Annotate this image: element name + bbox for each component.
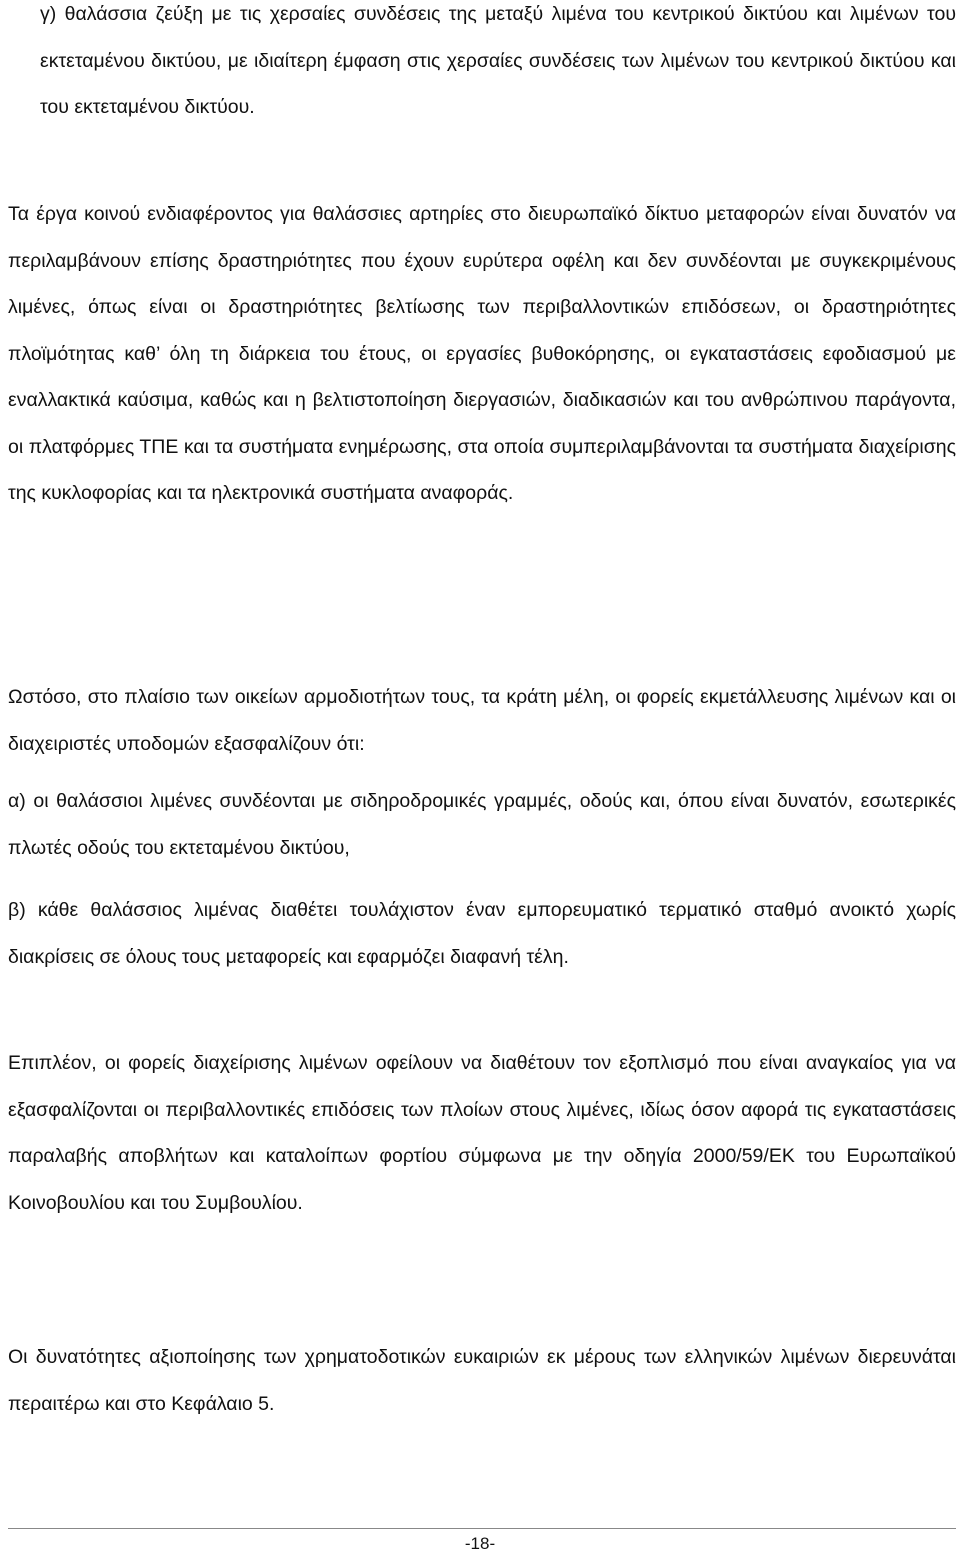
paragraph-port-management-equipment: Επιπλέον, οι φορείς διαχείρισης λιμένων οφείλουν να διαθέτουν τον εξοπλισμό που είναι αναγκαίος για να εξασφαλίζονται οι περιβαλλοντικές επιδόσεις των πλοίων στους λιμένες, ιδίως όσον αφορά τις εγκαταστάσεις παραλαβής αποβλήτων και καταλοίπων φορτίου σύμφωνα με την οδηγία 2000/59/ΕΚ του Ευρωπαϊκού Κοινοβουλίου και του Συμβουλίου. bbox=[8, 1052, 956, 1214]
page-number: -18- bbox=[464, 1534, 496, 1553]
paragraph-item-a-rail-road-connections: α) οι θαλάσσιοι λιμένες συνδέονται με σιδηροδρομικές γραμμές, οδούς και, όπου είναι δυνατόν, εσωτερικές πλωτές οδούς του εκτεταμένου δικτύου, bbox=[8, 790, 956, 859]
paragraph-member-states-ensure: Ωστόσο, στο πλαίσιο των οικείων αρμοδιοτήτων τους, τα κράτη μέλη, οι φορείς εκμετάλλευσης λιμένων και οι διαχειριστές υποδομών εξασφαλίζουν ότι: bbox=[8, 686, 956, 755]
paragraph-financing-opportunities: Οι δυνατότητες αξιοποίησης των χρηματοδοτικών ευκαιριών εκ μέρους των ελληνικών λιμένων διερευνάται περαιτέρω και στο Κεφάλαιο 5. bbox=[8, 1346, 956, 1415]
paragraph-item-b-freight-terminal: β) κάθε θαλάσσιος λιμένας διαθέτει τουλάχιστον έναν εμπορευματικό τερματικό σταθμό ανοικτό χωρίς διακρίσεις σε όλους τους μεταφορείς και εφαρμόζει διαφανή τέλη. bbox=[8, 899, 956, 968]
paragraph-land-connections: γ) θαλάσσια ζεύξη με τις χερσαίες συνδέσεις της μεταξύ λιμένα του κεντρικού δικτύου και λιμένων του εκτεταμένου δικτύου, με ιδιαίτερη έμφαση στις χερσαίες συνδέσεις των λιμένων του κεντρικού δικτύου και του εκτεταμένου δικτύου. bbox=[40, 3, 956, 118]
paragraph-common-interest-projects: Τα έργα κοινού ενδιαφέροντος για θαλάσσιες αρτηρίες στο διευρωπαϊκό δίκτυο μεταφορών είναι δυνατόν να περιλαμβάνουν επίσης δραστηριότητες που έχουν ευρύτερα οφέλη και δεν συνδέονται με συγκεκριμένους λιμένες, όπως είναι οι δραστηριότητες βελτίωσης των περιβαλλοντικών επιδόσεων, οι δραστηριότητες πλοϊμότητας καθ’ όλη τη διάρκεια του έτους, οι εργασίες βυθοκόρησης, οι εγκαταστάσεις εφοδιασμού με εναλλακτικά καύσιμα, καθώς και η βελτιστοποίηση διεργασιών, διαδικασιών και του ανθρώπινου παράγοντα, οι πλατφόρμες ΤΠΕ και τα συστήματα ενημέρωσης, στα οποία συμπεριλαμβάνονται τα συστήματα διαχείρισης της κυκλοφορίας και τα ηλεκτρονικά συστήματα αναφοράς. bbox=[8, 203, 956, 504]
footer-divider bbox=[8, 1528, 956, 1529]
